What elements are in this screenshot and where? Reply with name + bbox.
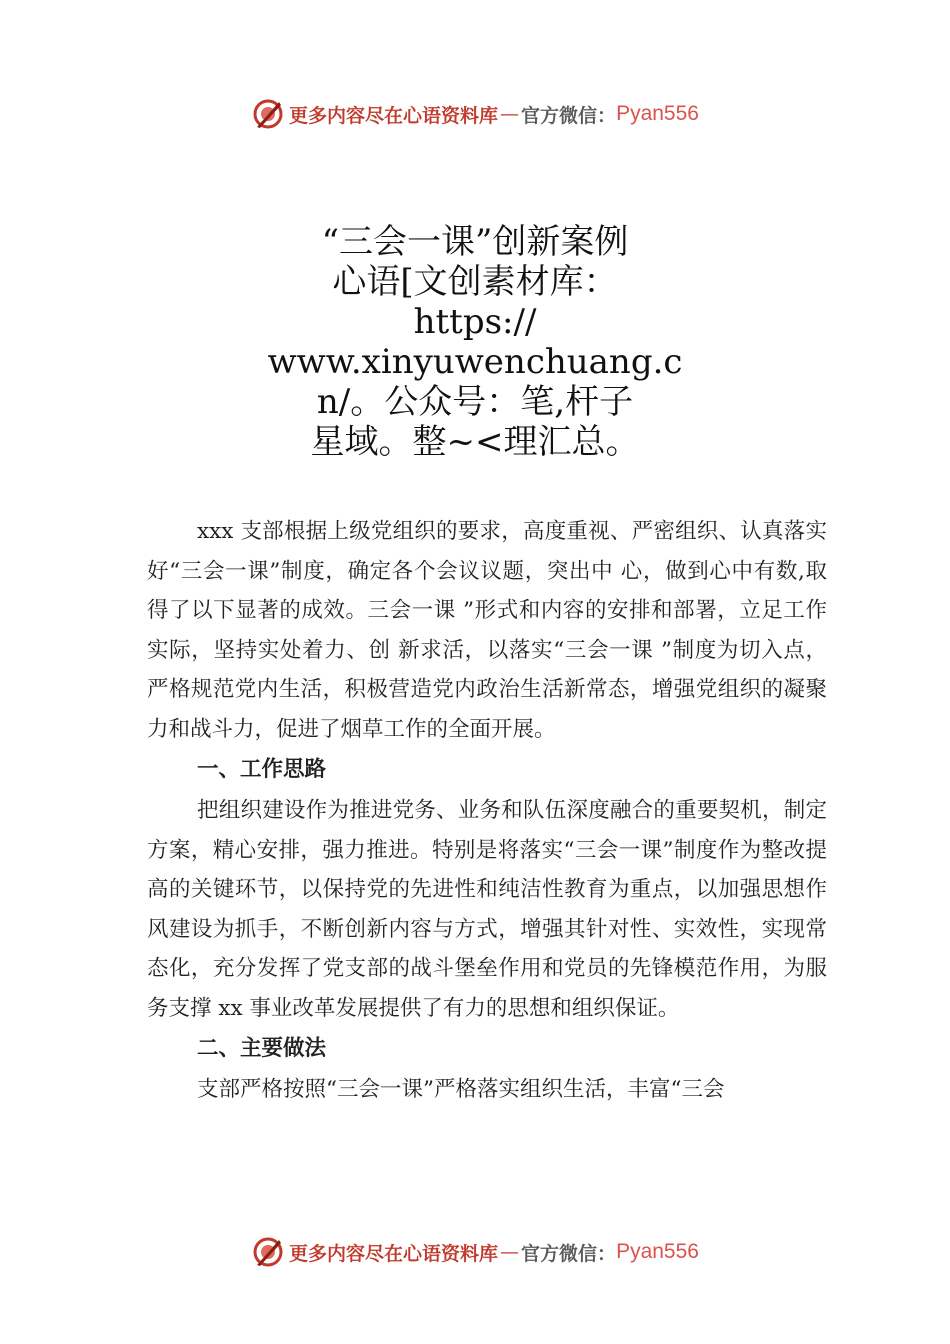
title-line: 星域。整~<理汇总。	[310, 422, 640, 462]
banner-text: 更多内容尽在心语资料库	[289, 104, 499, 127]
title-line: 心语[文创素材库：	[332, 262, 618, 302]
banner-wechat-id: Pyan556	[616, 102, 699, 125]
section-practices-paragraph: 支部严格按照“三会一课”严格落实组织生活，丰富“三会	[197, 1077, 725, 1102]
quill-logo-icon	[251, 1235, 285, 1269]
banner-wechat-label: 官方微信：	[521, 1242, 617, 1265]
section-heading-ideas: 一、工作思路	[197, 757, 327, 782]
footer-banner	[0, 1232, 950, 1272]
title-line: www.xinyuwenchuang.c	[267, 342, 683, 382]
banner-dash: —	[500, 103, 520, 125]
section-ideas-paragraph: 把组织建设作为推进党务、业务和队伍深度融合的重要契机，制定方案，精心安排，强力推进。特别是将落实“三会一课”制度作为整改提高的关键环节，以保持党的先进性和纯洁性教育为重点，以加强思想作风建设为抓手，不断创新内容与方式，增强其针对性、实效性，实现常态化，充分发挥了党支部的战斗堡垒作用和党员的先锋模范作用，为服务支撑 xx 事业改革发展提供了有力的思想和组织保证。	[147, 798, 827, 1021]
banner-wechat-label: 官方微信：	[521, 104, 617, 127]
document-title	[250, 222, 700, 462]
intro-paragraph: xxx 支部根据上级党组织的要求，高度重视、严密组织、认真落实好“三会一课”制度，确定各个会议议题，突出中 心，做到心中有数,取得了以下显著的成效。三会一课 ”形式和内容的安排和部署，立足工作实际，坚持实处着力、创 新求活，以落实“三会一课 ”制度为切入点，严格规范党内生活，积极营造党内政治生活新常态，增强党组织的凝聚力和战斗力，促进了烟草工作的全面开展。	[147, 519, 827, 742]
document-body	[147, 512, 827, 1110]
banner-dash: —	[500, 1241, 520, 1263]
banner-wechat-id: Pyan556	[616, 1240, 699, 1263]
title-line: n/。公众号：笔,杆子	[316, 382, 634, 422]
banner-text: 更多内容尽在心语资料库	[289, 1242, 499, 1265]
title-line: https://	[413, 302, 537, 342]
title-line: “三会一课”创新案例	[321, 222, 629, 262]
section-heading-practices: 二、主要做法	[197, 1036, 327, 1061]
quill-logo-icon	[251, 97, 285, 131]
header-banner	[0, 94, 950, 134]
